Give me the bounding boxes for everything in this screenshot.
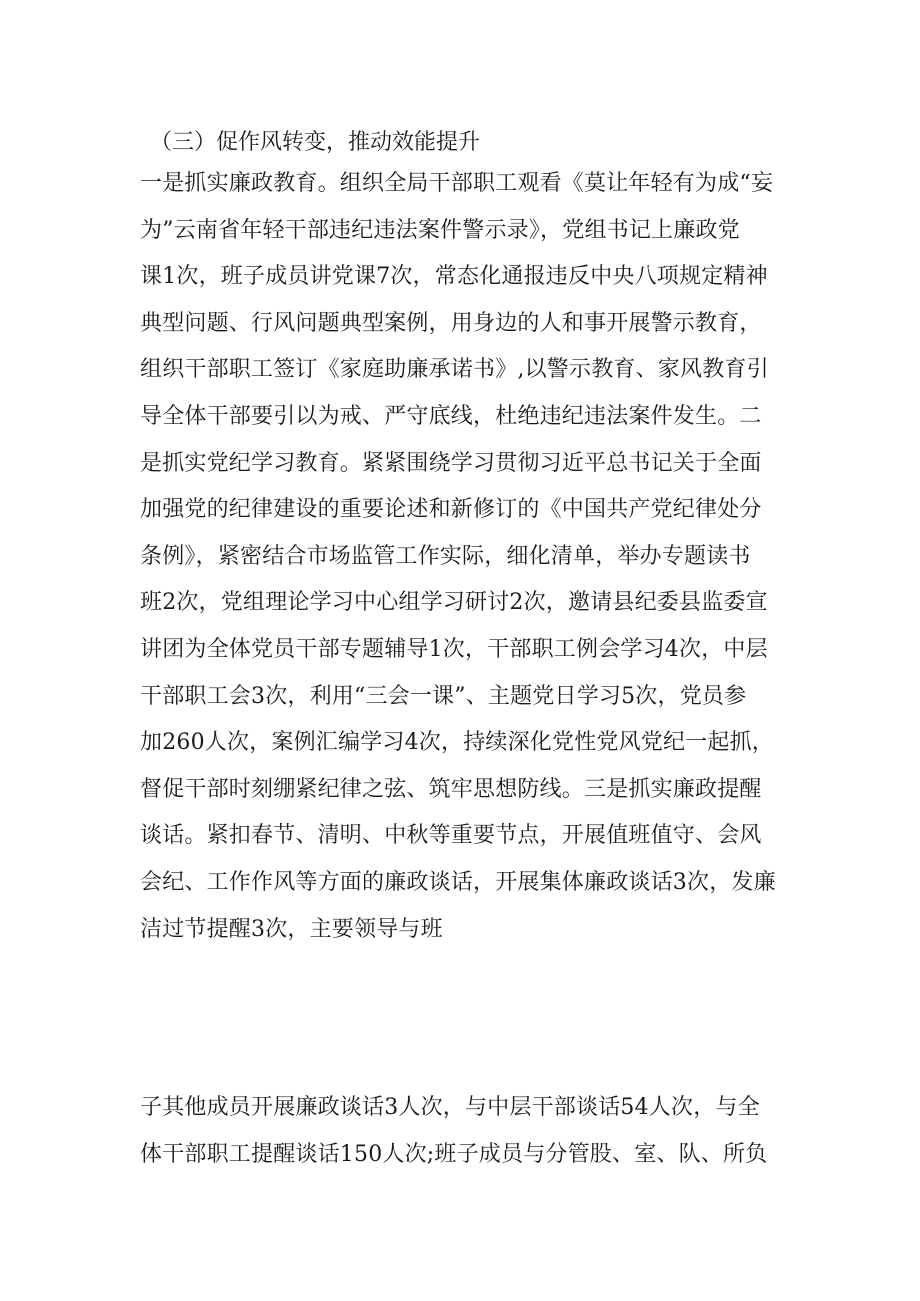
text-line: 班2次，党组理论学习中心组学习研讨2次，邀请县纪委县监委宣 [140,590,768,616]
text-line: 典型问题、行风问题典型案例，用身边的人和事开展警示教育， [140,310,762,336]
text-line: 督促干部时刻绷紧纪律之弦、筑牢思想防线。三是抓实廉政提醒 [140,776,762,802]
text-line: 子其他成员开展廉政谈话3人次，与中层干部谈话54人次，与全 [140,1095,760,1120]
text-line: 会纪、工作作风等方面的廉政谈话，开展集体廉政谈话3次，发廉 [140,869,776,895]
text-line: 体干部职工提醒谈话150人次;班子成员与分管股、室、队、所负 [140,1141,768,1167]
text-line: 导全体干部要引以为戒、严守底线，杜绝违纪违法案件发生。二 [140,403,762,429]
text-line: 谈话。紧扣春节、清明、中秋等重要节点，开展值班值守、会风 [140,823,762,849]
section-heading: （三）促作风转变，推动效能提升 [150,130,481,155]
text-line: 洁过节提醒3次，主要领导与班 [140,916,443,942]
text-line: 一是抓实廉政教育。组织全局干部职工观看《莫让年轻有为成“妄 [140,171,774,196]
text-line: 讲团为全体党员干部专题辅导1次，干部职工例会学习4次，中层 [140,636,768,662]
text-line: 条例》，紧密结合市场监管工作实际，细化清单，举办专题读书 [140,543,751,569]
body-paragraph-1 [140,161,792,953]
text-line: 是抓实党纪学习教育。紧紧围绕学习贯彻习近平总书记关于全面 [140,450,762,476]
text-line: 课1次，班子成员讲党课7次，常态化通报违反中央八项规定精神 [140,264,768,290]
text-line: 组织干部职工签订《家庭助廉承诺书》,以警示教育、家风教育引 [140,357,769,383]
text-line: 为”云南省年轻干部违纪违法案件警示录》，党组书记上廉政党 [140,217,740,243]
text-line: 加强党的纪律建设的重要论述和新修订的《中国共产党纪律处分 [140,497,762,523]
body-paragraph-2 [140,1085,792,1178]
text-line: 加260人次，案例汇编学习4次，持续深化党性党风党纪一起抓， [140,730,774,756]
text-line: 干部职工会3次，利用“三会一课”、主题党日学习5次，党员参 [140,683,747,709]
